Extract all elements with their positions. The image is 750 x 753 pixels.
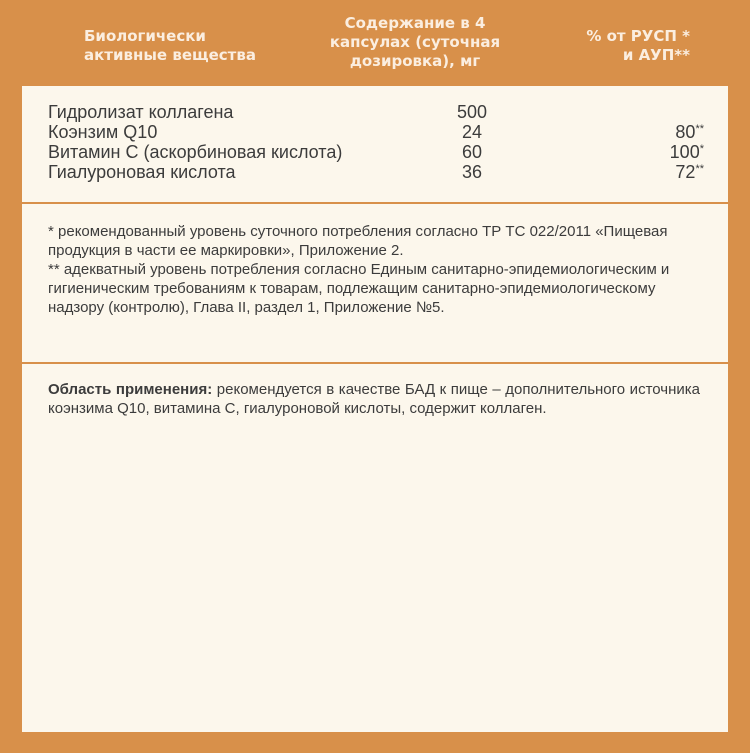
footnotes [48,222,708,317]
usage-section [48,380,700,418]
usage-text: рекомендуется в качестве БАД к пище – дополнительного источника коэнзима Q10, витамина С, гиалуроновой кислоты, содержит коллаген. [48,381,700,417]
ingredient-name: Гидролизат коллагена [48,102,234,122]
table-header [0,0,750,95]
divider [22,362,728,364]
header-substances: Биологически активные вещества [84,27,256,64]
ingredient-name: Коэнзим Q10 [48,122,158,142]
table-row [48,122,704,142]
ingredient-amount: 500 [456,102,488,122]
usage-label: Область применения: [48,381,213,398]
header-content-amount: Содержание в 4 капсулах (суточная дозировка), мг [329,14,501,70]
table-row [48,162,704,182]
ingredient-percent: 72** [675,162,704,182]
footnote-rusp: * рекомендованный уровень суточного потребления согласно ТР ТС 022/2011 «Пищевая продукция в части ее маркировки», Приложение 2. [48,223,668,259]
header-percent-rusp: % от РУСП * и АУП** [586,27,690,64]
divider [22,202,728,204]
footnote-aup: ** адекватный уровень потребления согласно Единым санитарно-эпидемиологическим и гигиеническим требованиям к товарам, подлежащим санитарно-эпидемиологическому надзору (контролю), Глава II, раздел 1, Приложение №5. [48,261,670,316]
ingredient-table [48,102,704,182]
content-panel [22,86,728,732]
ingredient-amount: 60 [461,142,483,162]
ingredient-amount: 36 [461,162,483,182]
table-row [48,102,704,122]
table-row [48,142,704,162]
ingredient-name: Гиалуроновая кислота [48,162,236,182]
ingredient-amount: 24 [461,122,483,142]
ingredient-percent: 80** [675,122,704,142]
ingredient-name: Витамин С (аскорбиновая кислота) [48,142,343,162]
ingredient-percent: 100* [669,142,704,162]
